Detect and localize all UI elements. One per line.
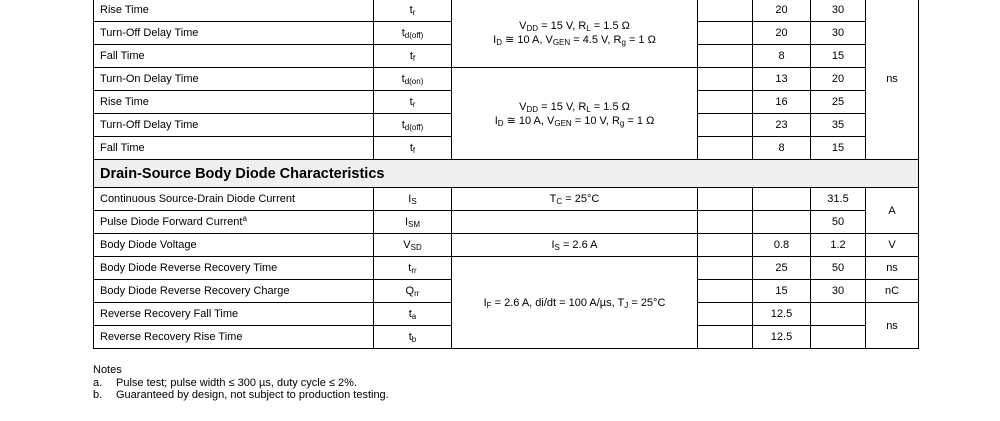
typ-cell: 20 bbox=[753, 0, 811, 22]
section-title: Drain-Source Body Diode Characteristics bbox=[94, 160, 919, 188]
max-cell: 30 bbox=[811, 22, 866, 45]
typ-cell: 25 bbox=[753, 257, 811, 280]
note-item bbox=[93, 377, 389, 390]
min-cell bbox=[698, 188, 753, 211]
typ-cell: 8 bbox=[753, 45, 811, 68]
max-cell: 30 bbox=[811, 0, 866, 22]
symbol-cell: $t_{d(off)}$ bbox=[374, 114, 452, 137]
symbol-cell: $t_{d(on)}$ bbox=[374, 68, 452, 91]
max-cell: 15 bbox=[811, 45, 866, 68]
unit-cell: A bbox=[866, 188, 919, 234]
symbol-cell: $t_b$ bbox=[374, 326, 452, 349]
param-cell: Body Diode Voltage bbox=[94, 234, 374, 257]
test-conditions-cell: $T_C = 25^\circ C$ bbox=[452, 188, 698, 211]
min-cell bbox=[698, 114, 753, 137]
note-text: Guaranteed by design, not subject to production testing. bbox=[116, 389, 389, 401]
param-cell: Reverse Recovery Fall Time bbox=[94, 303, 374, 326]
table-row bbox=[94, 234, 919, 257]
typ-cell: 8 bbox=[753, 137, 811, 160]
symbol-cell: $t_f$ bbox=[374, 45, 452, 68]
param-cell: Rise Time bbox=[94, 91, 374, 114]
min-cell bbox=[698, 91, 753, 114]
typ-cell: 12.5 bbox=[753, 326, 811, 349]
typ-cell bbox=[753, 188, 811, 211]
typ-cell: 23 bbox=[753, 114, 811, 137]
symbol-cell: $t_{d(off)}$ bbox=[374, 22, 452, 45]
unit-cell: ns bbox=[866, 0, 919, 160]
note-item bbox=[93, 389, 389, 402]
max-cell bbox=[811, 326, 866, 349]
param-cell: Fall Time bbox=[94, 137, 374, 160]
test-conditions-cell: $I_S = 2.6$ A bbox=[452, 234, 698, 257]
max-cell: 1.2 bbox=[811, 234, 866, 257]
typ-cell: 13 bbox=[753, 68, 811, 91]
typ-cell: 15 bbox=[753, 280, 811, 303]
note-mark: a. bbox=[93, 376, 103, 389]
param-cell: Rise Time bbox=[94, 0, 374, 22]
typ-cell: 12.5 bbox=[753, 303, 811, 326]
min-cell bbox=[698, 137, 753, 160]
test-conditions-cell: $V_{DD} = 15$ V, $R_L = 1.5$ Ω $I_D$ ≅ 10 A, $V_{GEN} = 10$ V, $R_g = 1$ Ω bbox=[452, 68, 698, 160]
typ-cell: 20 bbox=[753, 22, 811, 45]
note-mark: b. bbox=[93, 389, 103, 401]
table-row bbox=[94, 188, 919, 211]
table-row bbox=[94, 257, 919, 280]
table-row bbox=[94, 0, 919, 22]
min-cell bbox=[698, 211, 753, 234]
test-conditions-cell: $I_F = 2.6$ A, di/dt = 100 A/µs, $T_J = 25^\circ C$ bbox=[452, 257, 698, 349]
max-cell: 50 bbox=[811, 257, 866, 280]
max-cell: 30 bbox=[811, 280, 866, 303]
test-conditions-cell bbox=[452, 211, 698, 234]
param-cell: Turn-Off Delay Time bbox=[94, 22, 374, 45]
param-cell: Body Diode Reverse Recovery Time bbox=[94, 257, 374, 280]
min-cell bbox=[698, 45, 753, 68]
min-cell bbox=[698, 68, 753, 91]
typ-cell: 0.8 bbox=[753, 234, 811, 257]
param-cell: Continuous Source-Drain Diode Current bbox=[94, 188, 374, 211]
table-row bbox=[94, 68, 919, 91]
symbol-cell: $V_{SD}$ bbox=[374, 234, 452, 257]
max-cell: 25 bbox=[811, 91, 866, 114]
symbol-cell: $t_r$ bbox=[374, 91, 452, 114]
min-cell bbox=[698, 280, 753, 303]
symbol-cell: $t_a$ bbox=[374, 303, 452, 326]
symbol-cell: $t_r$ bbox=[374, 0, 452, 22]
min-cell bbox=[698, 234, 753, 257]
notes-title: Notes bbox=[93, 364, 122, 376]
param-cell: Body Diode Reverse Recovery Charge bbox=[94, 280, 374, 303]
param-cell: Fall Time bbox=[94, 45, 374, 68]
max-cell: 31.5 bbox=[811, 188, 866, 211]
symbol-cell: $t_f$ bbox=[374, 137, 452, 160]
unit-cell: ns bbox=[866, 257, 919, 280]
typ-cell: 16 bbox=[753, 91, 811, 114]
unit-cell: nC bbox=[866, 280, 919, 303]
param-cell: Turn-Off Delay Time bbox=[94, 114, 374, 137]
min-cell bbox=[698, 257, 753, 280]
param-cell: Reverse Recovery Rise Time bbox=[94, 326, 374, 349]
unit-cell: ns bbox=[866, 303, 919, 349]
min-cell bbox=[698, 0, 753, 22]
max-cell: 15 bbox=[811, 137, 866, 160]
min-cell bbox=[698, 22, 753, 45]
param-cell: Turn-On Delay Time bbox=[94, 68, 374, 91]
electrical-characteristics-table bbox=[93, 0, 919, 349]
max-cell: 50 bbox=[811, 211, 866, 234]
min-cell bbox=[698, 303, 753, 326]
unit-cell: V bbox=[866, 234, 919, 257]
max-cell: 20 bbox=[811, 68, 866, 91]
symbol-cell: $t_{rr}$ bbox=[374, 257, 452, 280]
note-text: Pulse test; pulse width ≤ 300 µs, duty cycle ≤ 2%. bbox=[116, 376, 357, 389]
max-cell: 35 bbox=[811, 114, 866, 137]
symbol-cell: $Q_{rr}$ bbox=[374, 280, 452, 303]
section-header-row bbox=[94, 160, 919, 188]
typ-cell bbox=[753, 211, 811, 234]
param-cell: Pulse Diode Forward Current$^a$ bbox=[94, 211, 374, 234]
table-row bbox=[94, 211, 919, 234]
symbol-cell: $I_S$ bbox=[374, 188, 452, 211]
min-cell bbox=[698, 326, 753, 349]
test-conditions-cell: $V_{DD} = 15$ V, $R_L = 1.5$ Ω $I_D$ ≅ 10 A, $V_{GEN} = 4.5$ V, $R_g = 1$ Ω bbox=[452, 0, 698, 68]
symbol-cell: $I_{SM}$ bbox=[374, 211, 452, 234]
notes-block bbox=[93, 364, 389, 402]
max-cell bbox=[811, 303, 866, 326]
